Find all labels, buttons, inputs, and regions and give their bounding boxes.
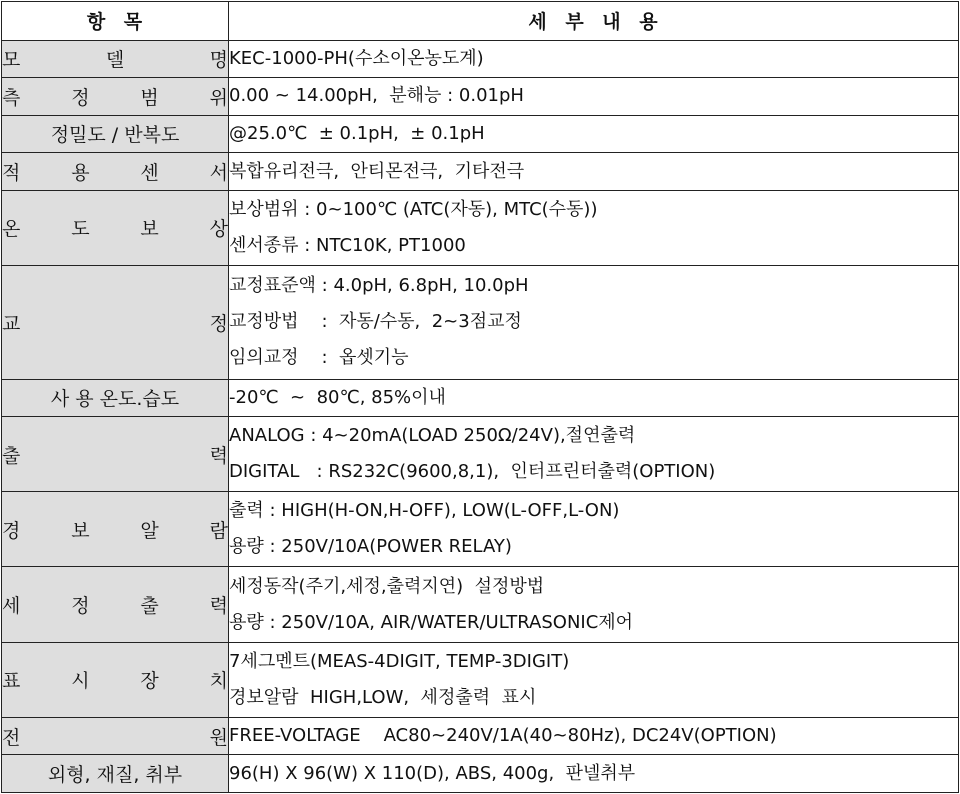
spec-label-char: 용 xyxy=(71,162,90,185)
spec-label: 사 용 온도.습도 xyxy=(50,388,180,411)
spec-label-char: 정 xyxy=(209,312,228,335)
spec-value-line: 96(H) X 96(W) X 110(D), ABS, 400g, 판넬취부 xyxy=(229,762,636,784)
spec-table-body xyxy=(2,2,959,793)
spec-value-cell xyxy=(229,40,959,78)
spec-label-char: 적 xyxy=(2,162,21,185)
spec-value-cell xyxy=(229,265,959,379)
spec-value-line: KEC-1000-PH(수소이온농도계) xyxy=(229,47,484,69)
spec-label-char: 출 xyxy=(140,595,159,618)
header-item: 항 목 xyxy=(2,2,229,41)
spec-label-char: 온 xyxy=(2,218,21,241)
spec-row xyxy=(2,417,959,492)
spec-label xyxy=(2,666,228,693)
spec-label-char: 도 xyxy=(71,218,90,241)
spec-label xyxy=(2,158,228,185)
spec-label xyxy=(2,214,228,241)
spec-value-cell xyxy=(229,492,959,567)
spec-row xyxy=(2,78,959,116)
spec-table xyxy=(1,1,959,793)
spec-label-char: 서 xyxy=(209,162,228,185)
spec-row xyxy=(2,153,959,191)
spec-value-line: 0.00 ~ 14.00pH, 분해능 : 0.01pH xyxy=(229,85,524,107)
spec-label-cell xyxy=(2,417,229,492)
spec-label-cell xyxy=(2,717,229,755)
spec-label-char: 원 xyxy=(209,726,228,749)
spec-value-line: ANALOG : 4~20mA(LOAD 250Ω/24V),절연출력 xyxy=(229,425,636,447)
spec-value-line: 복합유리전극, 안티몬전극, 기타전극 xyxy=(229,160,525,182)
spec-value-line: 보상범위 : 0~100℃ (ATC(자동), MTC(수동)) xyxy=(229,198,598,220)
spec-value-line: 7세그멘트(MEAS-4DIGIT, TEMP-3DIGIT) xyxy=(229,650,570,672)
spec-label-char: 측 xyxy=(2,86,21,109)
spec-label-char: 출 xyxy=(2,444,21,467)
spec-label-cell xyxy=(2,40,229,78)
spec-label-char: 장 xyxy=(140,670,159,693)
spec-label xyxy=(2,83,228,110)
spec-value-cell xyxy=(229,190,959,265)
spec-value-cell xyxy=(229,567,959,642)
spec-label-cell xyxy=(2,379,229,417)
spec-label-char: 시 xyxy=(71,670,90,693)
spec-row xyxy=(2,717,959,755)
spec-label-char: 세 xyxy=(2,595,21,618)
spec-row xyxy=(2,379,959,417)
spec-label xyxy=(2,591,228,618)
spec-row xyxy=(2,265,959,379)
spec-value-line: FREE-VOLTAGE AC80~240V/1A(40~80Hz), DC24V(OPTION) xyxy=(229,725,777,747)
spec-value-line: 용량 : 250V/10A, AIR/WATER/ULTRASONIC제어 xyxy=(229,611,634,633)
spec-label-char: 모 xyxy=(2,49,21,72)
spec-label-char: 력 xyxy=(209,595,228,618)
spec-value-line: 세정동작(주기,세정,출력지연) 설정방법 xyxy=(229,575,545,597)
spec-label-char: 표 xyxy=(2,670,21,693)
spec-label xyxy=(2,441,228,468)
spec-label-cell xyxy=(2,642,229,717)
spec-label-cell xyxy=(2,78,229,116)
spec-label-char: 치 xyxy=(209,670,228,693)
spec-label-cell xyxy=(2,190,229,265)
spec-label-char: 델 xyxy=(105,49,125,72)
spec-value-line: 센서종류 : NTC10K, PT1000 xyxy=(229,234,466,256)
spec-label-char: 전 xyxy=(2,726,21,749)
spec-label-cell xyxy=(2,265,229,379)
spec-label-char: 알 xyxy=(140,519,159,542)
spec-value-line: @25.0℃ ± 0.1pH, ± 0.1pH xyxy=(229,122,485,144)
spec-label xyxy=(2,45,228,72)
spec-label-cell xyxy=(2,115,229,153)
spec-row xyxy=(2,40,959,78)
spec-row xyxy=(2,492,959,567)
spec-label-char: 센 xyxy=(140,162,159,185)
spec-value-line: 출력 : HIGH(H-ON,H-OFF), LOW(L-OFF,L-ON) xyxy=(229,500,620,522)
header-detail: 세 부 내 용 xyxy=(229,2,959,41)
spec-label-char: 경 xyxy=(2,519,21,542)
spec-label-cell xyxy=(2,567,229,642)
spec-row xyxy=(2,755,959,793)
spec-row xyxy=(2,567,959,642)
spec-label-char: 람 xyxy=(209,519,228,542)
spec-value-cell xyxy=(229,115,959,153)
spec-label-char: 보 xyxy=(71,519,90,542)
spec-label-char: 보 xyxy=(140,218,159,241)
spec-label-cell xyxy=(2,492,229,567)
spec-row xyxy=(2,115,959,153)
spec-value-line: -20℃ ~ 80℃, 85%이내 xyxy=(229,386,446,408)
spec-label-char: 정 xyxy=(71,595,90,618)
spec-label: 외형, 재질, 취부 xyxy=(47,764,183,787)
spec-value-cell xyxy=(229,417,959,492)
spec-label xyxy=(2,516,228,543)
spec-value-cell xyxy=(229,642,959,717)
spec-value-line: DIGITAL : RS232C(9600,8,1), 인터프린터출력(OPTION) xyxy=(229,461,716,483)
spec-value-cell xyxy=(229,78,959,116)
spec-value-line: 용량 : 250V/10A(POWER RELAY) xyxy=(229,536,512,558)
header-row xyxy=(2,2,959,41)
spec-value-cell xyxy=(229,755,959,793)
spec-label-char: 명 xyxy=(209,49,228,72)
spec-label-char: 범 xyxy=(140,86,159,109)
spec-value-line: 교정방법 : 자동/수동, 2~3점교정 xyxy=(229,311,522,333)
spec-value-line: 교정표준액 : 4.0pH, 6.8pH, 10.0pH xyxy=(229,275,529,297)
spec-label-char: 정 xyxy=(71,86,90,109)
spec-label-cell xyxy=(2,153,229,191)
spec-label-cell xyxy=(2,755,229,793)
spec-value-line: 임의교정 : 옵셋기능 xyxy=(229,347,409,369)
spec-value-line: 경보알람 HIGH,LOW, 세정출력 표시 xyxy=(229,686,537,708)
spec-label-char: 력 xyxy=(209,444,228,467)
spec-label xyxy=(2,309,228,336)
spec-label-char: 위 xyxy=(209,86,228,109)
spec-value-cell xyxy=(229,379,959,417)
spec-label: 정밀도 / 반복도 xyxy=(50,124,180,147)
spec-label xyxy=(2,723,228,750)
spec-row xyxy=(2,642,959,717)
spec-label-char: 교 xyxy=(2,312,21,335)
spec-row xyxy=(2,190,959,265)
spec-value-cell xyxy=(229,717,959,755)
spec-value-cell xyxy=(229,153,959,191)
spec-label-char: 상 xyxy=(209,218,228,241)
